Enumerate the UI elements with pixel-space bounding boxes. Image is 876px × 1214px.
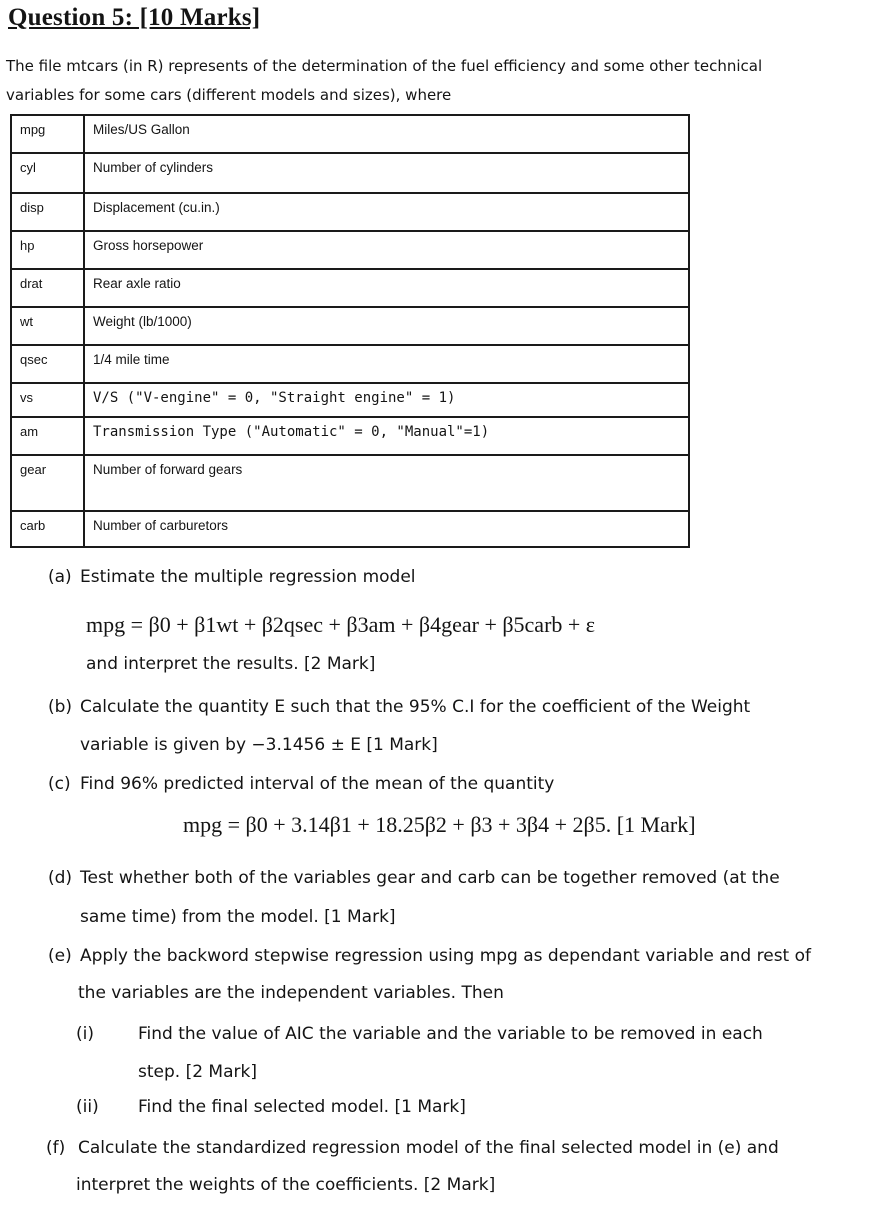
table-row xyxy=(11,383,689,417)
table-row xyxy=(11,269,689,307)
variable-abbr: cyl xyxy=(11,153,84,193)
variable-desc: Displacement (cu.in.) xyxy=(84,193,689,231)
variable-desc: 1/4 mile time xyxy=(84,345,689,383)
variable-desc: Gross horsepower xyxy=(84,231,689,269)
variable-abbr: hp xyxy=(11,231,84,269)
question-c: (c) Find 96% predicted interval of the mean of the quantity xyxy=(48,774,555,794)
question-title: Question 5: [10 Marks] xyxy=(8,4,261,31)
variable-abbr: am xyxy=(11,417,84,455)
question-a: (a) Estimate the multiple regression model xyxy=(48,567,416,587)
equation-a: mpg = β0 + β1wt + β2qsec + β3am + β4gear + β5carb + ε xyxy=(86,612,596,637)
table-row xyxy=(11,193,689,231)
variable-desc: Miles/US Gallon xyxy=(84,115,689,153)
intro-paragraph: The file mtcars (in R) represents of the determination of the fuel efficiency and some other technical variables for some cars (different models and sizes), where xyxy=(6,57,763,104)
variable-desc: V/S ("V-engine" = 0, "Straight engine" = 1) xyxy=(84,383,689,417)
variable-desc: Number of carburetors xyxy=(84,511,689,547)
variable-desc: Number of forward gears xyxy=(84,455,689,511)
question-d-cont: same time) from the model. [1 Mark] xyxy=(80,907,396,927)
equation-c: mpg = β0 + 3.14β1 + 18.25β2 + β3 + 3β4 + 2β5. [1 Mark] xyxy=(183,812,696,837)
question-f-cont: interpret the weights of the coefficients. [2 Mark] xyxy=(76,1175,496,1195)
question-e-cont: the variables are the independent variables. Then xyxy=(78,983,504,1003)
variable-abbr: drat xyxy=(11,269,84,307)
table-row xyxy=(11,115,689,153)
question-d: (d) Test whether both of the variables gear and carb can be together removed (at the xyxy=(48,868,780,888)
question-a-cont: and interpret the results. [2 Mark] xyxy=(86,654,376,674)
question-e-i: (i) Find the value of AIC the variable and the variable to be removed in each xyxy=(76,1024,763,1044)
question-b: (b) Calculate the quantity E such that the 95% C.I for the coefficient of the Weight xyxy=(48,697,751,717)
variable-abbr: vs xyxy=(11,383,84,417)
question-f: (f) Calculate the standardized regression model of the final selected model in (e) and xyxy=(46,1138,779,1158)
table-row xyxy=(11,153,689,193)
table-row xyxy=(11,307,689,345)
variable-abbr: gear xyxy=(11,455,84,511)
table-row xyxy=(11,511,689,547)
variable-abbr: wt xyxy=(11,307,84,345)
variable-desc: Rear axle ratio xyxy=(84,269,689,307)
variables-table xyxy=(10,114,690,548)
variable-desc: Weight (lb/1000) xyxy=(84,307,689,345)
table-row xyxy=(11,345,689,383)
table-row xyxy=(11,417,689,455)
question-e-i-cont: step. [2 Mark] xyxy=(138,1062,257,1082)
question-e: (e) Apply the backword stepwise regression using mpg as dependant variable and rest of xyxy=(48,946,811,966)
question-e-ii: (ii) Find the final selected model. [1 Mark] xyxy=(76,1097,466,1117)
variable-desc: Transmission Type ("Automatic" = 0, "Manual"=1) xyxy=(84,417,689,455)
table-row xyxy=(11,455,689,511)
variable-desc: Number of cylinders xyxy=(84,153,689,193)
variable-abbr: mpg xyxy=(11,115,84,153)
variable-abbr: carb xyxy=(11,511,84,547)
variable-abbr: qsec xyxy=(11,345,84,383)
variable-abbr: disp xyxy=(11,193,84,231)
question-b-cont: variable is given by −3.1456 ± E [1 Mark] xyxy=(80,735,438,755)
table-row xyxy=(11,231,689,269)
